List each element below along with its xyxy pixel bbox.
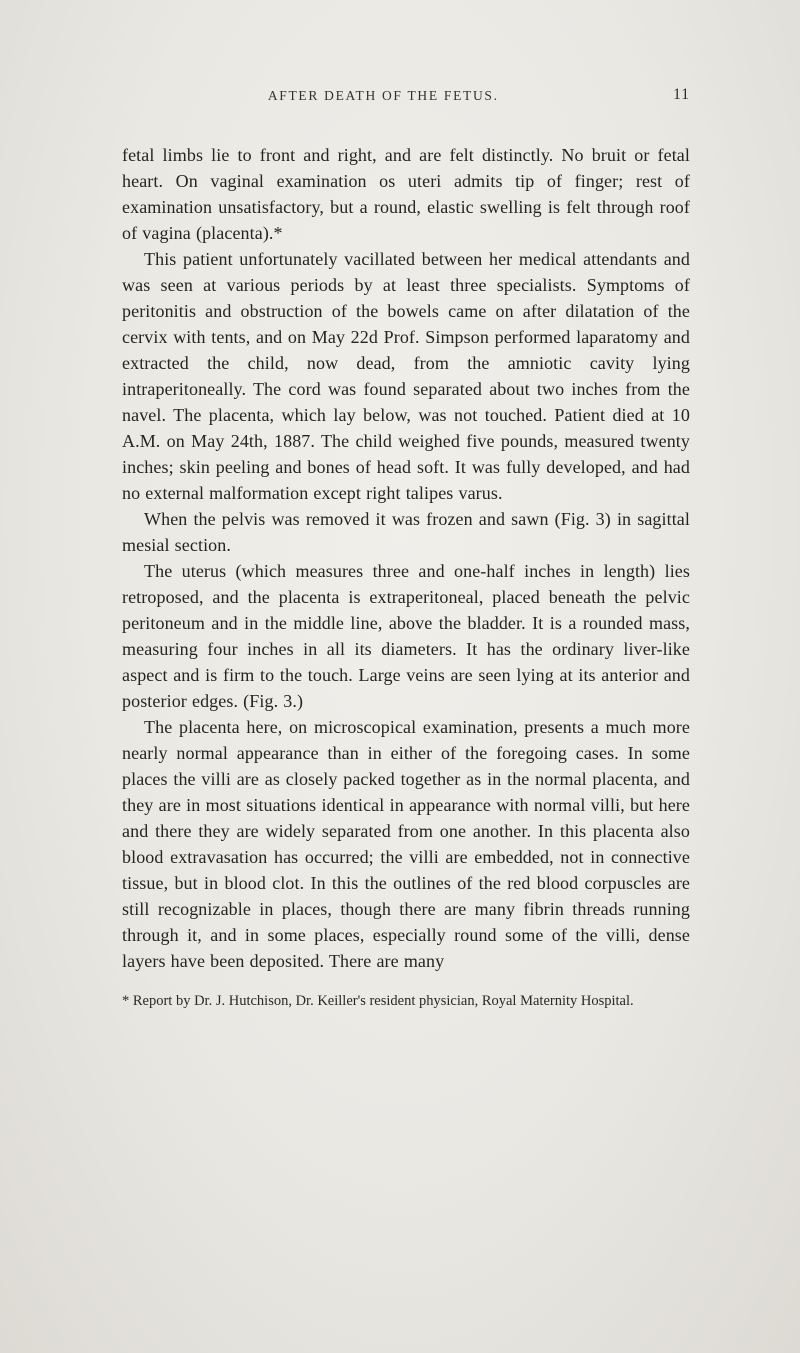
paragraph: The placenta here, on microscopical examination, presents a much more nearly normal appearance than in either of the foregoing cases. In some places the villi are as closely packed together as in the normal placenta, and they are in most situations identical in appearance with normal villi, but here and there they are widely separated from one another. In this placenta also blood extravasation has occurred; the villi are embedded, not in connective tissue, but in blood clot. In this the outlines of the red blood corpuscles are still recognizable in places, though there are many fibrin threads running through it, and in some places, especially round some of the villi, dense layers have been deposited. There are many — [122, 717, 690, 971]
body-text — [122, 142, 690, 974]
footnote: * Report by Dr. J. Hutchison, Dr. Keiller's resident physician, Royal Maternity Hospital. — [122, 993, 634, 1009]
paragraph: The uterus (which measures three and one-half inches in length) lies retroposed, and the placenta is extraperitoneal, placed beneath the pelvic peritoneum and in the middle line, above the bladder. It is a rounded mass, measuring four inches in all its diameters. It has the ordinary liver-like aspect and is firm to the touch. Large veins are seen lying at its anterior and posterior edges. (Fig. 3.) — [122, 561, 690, 711]
paragraph: This patient unfortunately vacillated between her medical attendants and was seen at various periods by at least three specialists. Symptoms of peritonitis and obstruction of the bowels came on after dilatation of the cervix with tents, and on May 22d Prof. Simpson performed laparatomy and extracted the child, now dead, from the amniotic cavity lying intraperitoneally. The cord was found separated about two inches from the navel. The placenta, which lay below, was not touched. Patient died at 10 A.M. on May 24th, 1887. The child weighed five pounds, measured twenty inches; skin peeling and bones of head soft. It was fully developed, and had no external malformation except right talipes varus. — [122, 249, 690, 503]
paragraph-continuation: fetal limbs lie to front and right, and are felt distinctly. No bruit or fetal heart. On vaginal examination os uteri admits tip of finger; rest of examination unsatisfactory, but a round, elastic swelling is felt through roof of vagina (placenta).* — [122, 145, 690, 243]
page-number: 11 — [673, 86, 690, 103]
running-title: AFTER DEATH OF THE FETUS. — [267, 88, 499, 103]
page-header — [122, 86, 690, 106]
paragraph: When the pelvis was removed it was frozen and sawn (Fig. 3) in sagittal mesial section. — [122, 509, 690, 555]
